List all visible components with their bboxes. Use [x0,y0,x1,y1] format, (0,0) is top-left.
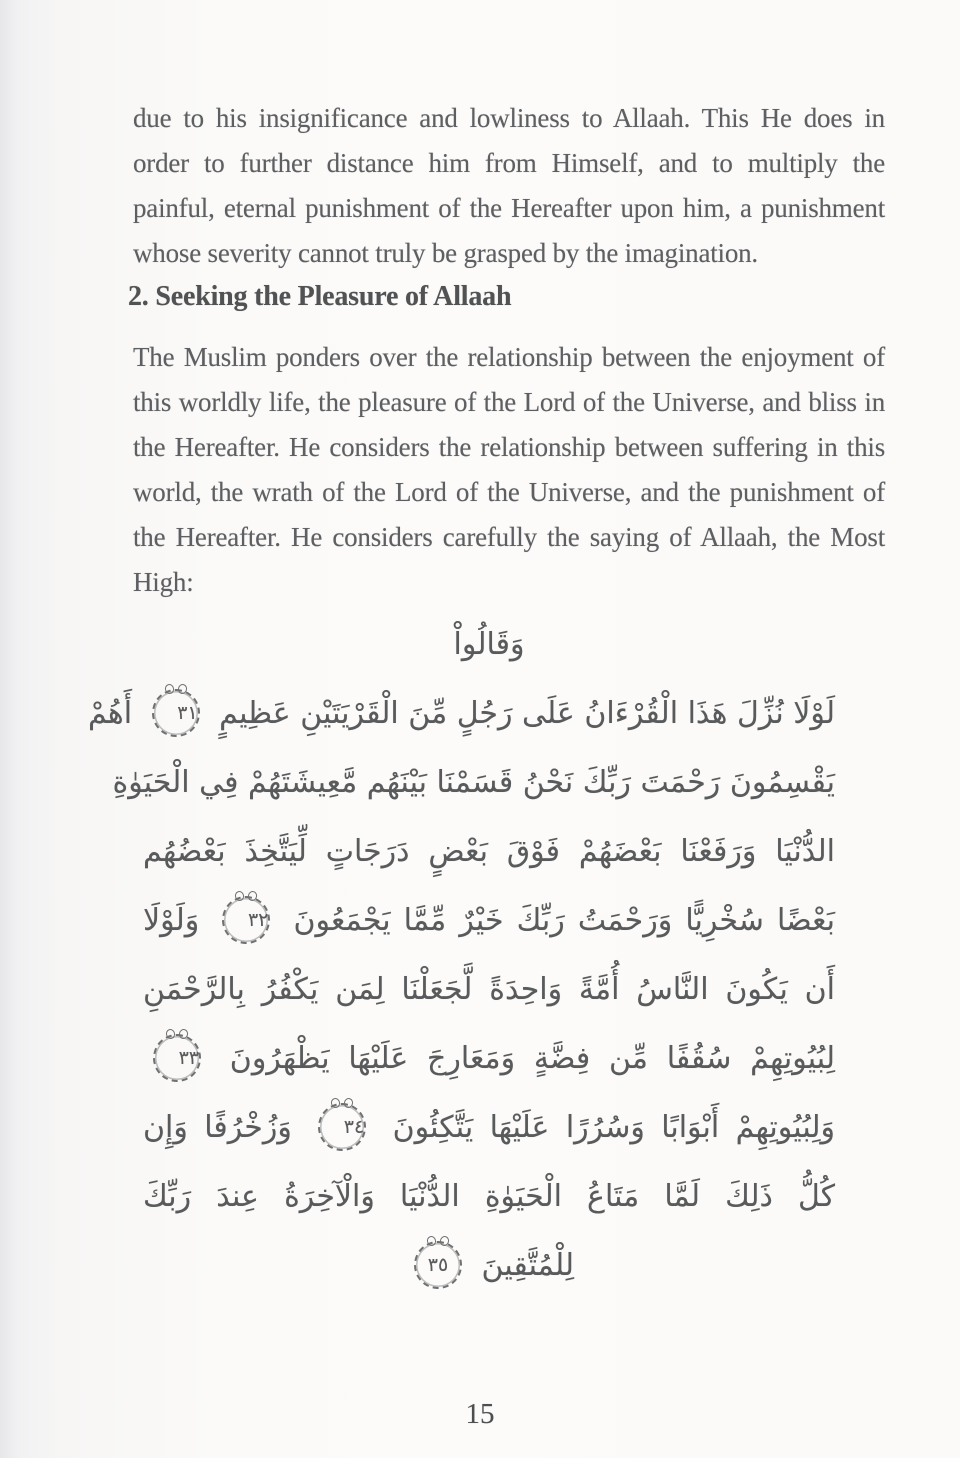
quran-text-segment: لِلْمُتَّقِينَ [481,1248,575,1283]
ayah-end-marker: ٣١ [152,689,200,737]
quran-line [143,610,835,679]
quran-line [87,679,835,748]
section-heading: 2. Seeking the Pleasure of Allaah [128,281,512,312]
intro-paragraph: due to his insignificance and lowliness to Allaah. This He does in order to further distance him from Himself, and to multiply the painful, eternal punishment of the Hereafter upon him, a punishment whose severity cannot truly be grasped by the imagination. [133,103,885,268]
quran-line [112,748,835,817]
ayah-end-marker: ٣٣ [153,1034,201,1082]
quran-line [143,886,835,955]
quran-text-segment: وَلَوْلَا [143,903,200,938]
ayah-end-marker: ٣٥ [414,1241,462,1289]
quran-line [143,1231,835,1300]
section-paragraph: The Muslim ponders over the relationship between the enjoyment of this worldly life, the pleasure of the Lord of the Universe, and bliss in the Hereafter. He considers the relationship between suffering in this world, the wrath of the Lord of the Universe, and the punishment of the Hereafter. He considers carefully the saying of Allaah, the Most High: [133,342,885,597]
quran-text-segment: يَقْسِمُونَ رَحْمَتَ رَبِّكَ نَحْنُ قَسَمْنَا بَيْنَهُم مَّعِيشَتَهُمْ فِي الْحَيَوٰةِ [112,765,835,800]
quran-line [143,1093,835,1162]
quran-text-segment: أَهُمْ [87,696,133,731]
quran-text-segment: لَوْلَا نُزِّلَ هَذَا الْقُرْءَانُ عَلَى رَجُلٍ مِّنَ الْقَرْيَتَيْنِ عَظِيمٍ [219,696,835,731]
ayah-end-marker: ٣٢ [222,896,270,944]
quran-text-segment: لِبُيُوتِهِمْ سُقُفًا مِّن فِضَّةٍ وَمَعَارِجَ عَلَيْهَا يَظْهَرُونَ [229,1041,835,1076]
quran-line [143,1024,835,1093]
quran-block [87,610,835,1300]
quran-text-segment: بَعْضًا سُخْرِيًّا وَرَحْمَتُ رَبِّكَ خَيْرٌ مِّمَّا يَجْمَعُونَ [293,903,835,938]
quran-text-segment: الدُّنْيَا وَرَفَعْنَا بَعْضَهُمْ فَوْقَ بَعْضٍ دَرَجَاتٍ لِّيَتَّخِذَ بَعْضُهُم [143,834,835,869]
quran-text-segment: وَلِبُيُوتِهِمْ أَبْوَابًا وَسُرُرًا عَلَيْهَا يَتَّكِئُونَ [392,1110,835,1145]
quran-line [143,817,835,886]
quran-text-segment: وَقَالُواْ [453,627,525,662]
quran-line [143,1162,835,1231]
quran-line [143,955,835,1024]
quran-text-segment: أَن يَكُونَ النَّاسُ أُمَّةً وَاحِدَةً لَّجَعَلْنَا لِمَن يَكْفُرُ بِالرَّحْمَنِ [143,972,835,1007]
quran-text-segment: كُلُّ ذَلِكَ لَمَّا مَتَاعُ الْحَيَوٰةِ الدُّنْيَا وَالْآخِرَةُ عِندَ رَبِّكَ [143,1179,835,1214]
page-number: 15 [465,1398,495,1430]
quran-text-segment: وَزُخْرُفًا وَإِن [143,1110,292,1145]
ayah-end-marker: ٣٤ [318,1103,366,1151]
